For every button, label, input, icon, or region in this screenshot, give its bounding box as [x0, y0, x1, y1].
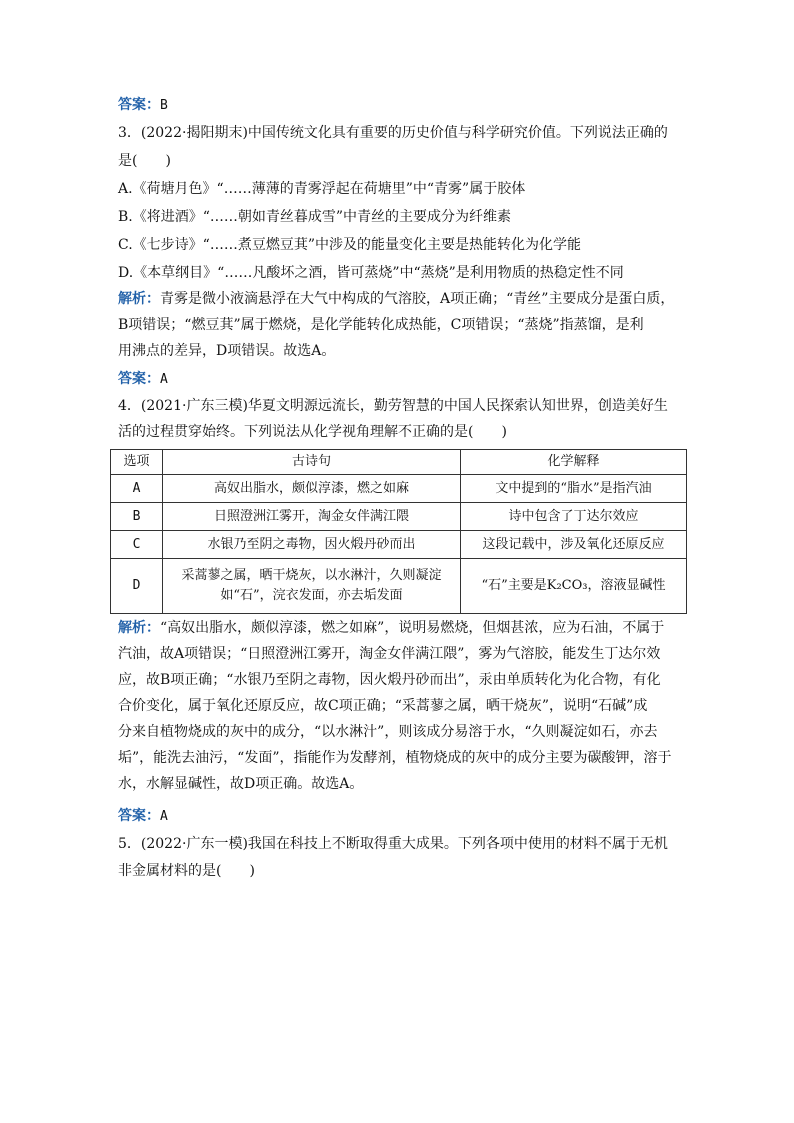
table-cell-poem-line-1: 采蒿蓼之属，晒干烧灰，以水淋汁，久则凝淀: [181, 568, 442, 583]
analysis-label: 解析：: [118, 620, 160, 636]
answer-label: 答案：: [118, 97, 160, 113]
table-cell-option: C: [111, 531, 163, 559]
table-cell-option: A: [111, 475, 163, 503]
q3-option-a: A.《荷塘月色》“……薄薄的青雾浮起在荷塘里”中“青雾”属于胶体: [118, 181, 526, 197]
q5-stem-line-2: 非金属材料的是( ): [118, 863, 255, 879]
table-row: [111, 503, 687, 531]
q3-stem-line-2: 是( ): [118, 153, 171, 169]
q4-stem-line-2: 活的过程贯穿始终。下列说法从化学视角理解不正确的是( ): [118, 424, 507, 440]
answer-label: 答案：: [118, 808, 160, 824]
table-row: [111, 475, 687, 503]
q4-analysis-line-6: 垢”，能洗去油污，“发面”，指能作为发酵剂，植物烧成的灰中的成分主要为碳酸钾，溶于: [118, 750, 672, 766]
q4-stem-line-1: 4．(2021·广东三模)华夏文明源远流长，勤劳智慧的中国人民探索认知世界，创造美好生: [118, 398, 668, 414]
q4-answer-line: [118, 806, 168, 827]
table-cell-poem: [163, 559, 461, 614]
q3-option-c: C.《七步诗》“……煮豆燃豆萁”中涉及的能量变化主要是热能转化为化学能: [118, 237, 581, 253]
table-cell-explanation: 文中提到的“脂水”是指汽油: [461, 475, 687, 503]
table-cell-poem: 水银乃至阴之毒物，因火煅丹砂而出: [163, 531, 461, 559]
q4-analysis-text: “高奴出脂水，颇似淳漆，燃之如麻”，说明易燃烧，但烟甚浓，应为石油，不属于: [160, 620, 665, 636]
table-cell-poem-line-2: 如“石”，浣衣发面，亦去垢发面: [220, 588, 403, 603]
q4-answer-value: A: [160, 809, 168, 824]
q3-analysis-line-3: 用沸点的差异，D项错误。故选A。: [118, 343, 336, 359]
table-header-option: 选项: [111, 450, 163, 475]
table-cell-explanation: 诗中包含了丁达尔效应: [461, 503, 687, 531]
q3-answer-line: [118, 369, 168, 390]
q3-answer-value: A: [160, 372, 168, 387]
q3-analysis-text: 青雾是微小液滴悬浮在大气中构成的气溶胶，A项正确；“青丝”主要成分是蛋白质，: [160, 291, 675, 307]
q3-analysis-line-1: [118, 289, 674, 309]
table-header-row: [111, 450, 687, 475]
table-cell-poem: 日照澄洲江雾开，淘金女伴满江隈: [163, 503, 461, 531]
analysis-label: 解析：: [118, 291, 160, 307]
q4-analysis-line-1: [118, 618, 664, 638]
table-cell-poem: 高奴出脂水，颇似淳漆，燃之如麻: [163, 475, 461, 503]
q4-analysis-line-7: 水，水解显碱性，故D项正确。故选A。: [118, 776, 364, 792]
q5-stem-line-1: 5．(2022·广东一模)我国在科技上不断取得重大成果。下列各项中使用的材料不属于无机: [118, 836, 668, 852]
q3-option-b: B.《将进酒》“……朝如青丝暮成雪”中青丝的主要成分为纤维素: [118, 209, 512, 225]
table-cell-option: D: [111, 559, 163, 614]
table-header-poem: 古诗句: [163, 450, 461, 475]
q4-analysis-line-3: 应，故B项正确；“水银乃至阴之毒物，因火煅丹砂而出”，汞由单质转化为化合物，有化: [118, 672, 661, 688]
q3-stem-line-1: 3．(2022·揭阳期末)中国传统文化具有重要的历史价值与科学研究价值。下列说法正确的: [118, 125, 668, 141]
answer-line: [118, 95, 168, 116]
table-cell-explanation: “石”主要是K₂CO₃，溶液显碱性: [461, 559, 687, 614]
q4-analysis-line-2: 汽油，故A项错误；“日照澄洲江雾开，淘金女伴满江隈”，雾为气溶胶，能发生丁达尔效: [118, 646, 661, 662]
q3-analysis-line-2: B项错误；“燃豆萁”属于燃烧，是化学能转化成热能，C项错误；“蒸烧”指蒸馏，是利: [118, 317, 644, 333]
q4-analysis-line-5: 分来自植物烧成的灰中的成分，“以水淋汁”，则该成分易溶于水，“久则凝淀如石，亦去: [118, 724, 658, 740]
answer-label: 答案：: [118, 371, 160, 387]
table-cell-explanation: 这段记载中，涉及氧化还原反应: [461, 531, 687, 559]
table-row: [111, 531, 687, 559]
table-row: [111, 559, 687, 614]
table-header-explanation: 化学解释: [461, 450, 687, 475]
q4-options-table: [110, 449, 687, 614]
q3-option-d: D.《本草纲目》“……凡酸坏之酒，皆可蒸烧”中“蒸烧”是利用物质的热稳定性不同: [118, 265, 624, 281]
answer-value: B: [160, 98, 168, 113]
table-cell-option: B: [111, 503, 163, 531]
q4-analysis-line-4: 合价变化，属于氧化还原反应，故C项正确；“采蒿蓼之属，晒干烧灰”，说明“石碱”成: [118, 698, 648, 714]
